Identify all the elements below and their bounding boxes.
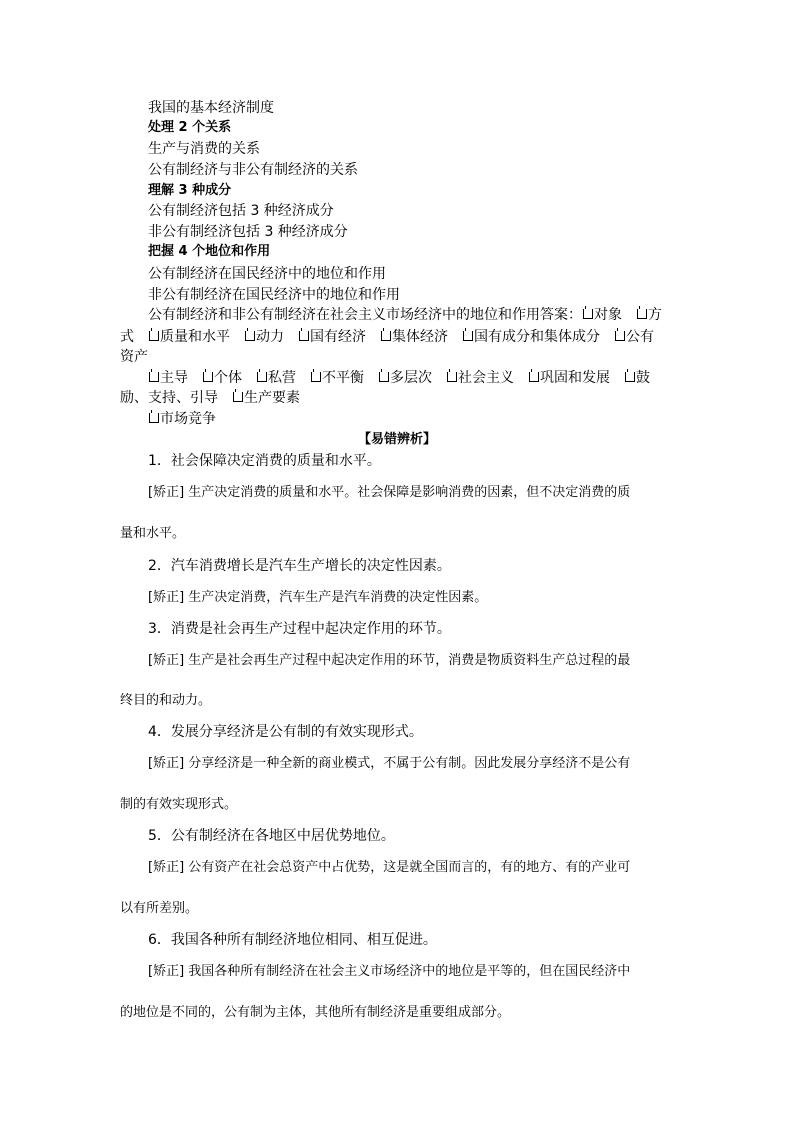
answer-item: 集体经济 bbox=[392, 329, 448, 345]
blank-marker-icon bbox=[299, 331, 309, 341]
question-4: 4．发展分享经济是公有制的有效实现形式。 bbox=[148, 724, 423, 740]
outline-line: 我国的基本经济制度 bbox=[148, 100, 274, 116]
outline-heading: 把握 4 个地位和作用 bbox=[148, 244, 271, 259]
blank-marker-icon bbox=[149, 413, 159, 423]
answer-item: 生产要素 bbox=[244, 390, 300, 406]
outline-heading: 理解 3 种成分 bbox=[148, 183, 232, 198]
correction-5: [矫正] 公有资产在社会总资产中占优势，这是就全国而言的，有的地方、有的产业可 bbox=[148, 860, 631, 875]
blank-marker-icon bbox=[529, 372, 539, 382]
correction-2: [矫正] 生产决定消费，汽车生产是汽车消费的决定性因素。 bbox=[148, 590, 488, 605]
blank-marker-icon bbox=[463, 331, 473, 341]
correction-5-cont: 以有所差别。 bbox=[120, 901, 199, 916]
answer-item: 资产 bbox=[120, 349, 148, 365]
answer-prefix: 公有制经济和非公有制经济在社会主义市场经济中的地位和作用答案： bbox=[148, 307, 582, 323]
blank-marker-icon bbox=[379, 372, 389, 382]
blank-marker-icon bbox=[311, 372, 321, 382]
blank-marker-icon bbox=[637, 309, 647, 319]
blank-marker-icon bbox=[233, 392, 243, 402]
answer-item: 公有 bbox=[626, 329, 654, 345]
question-1: 1．社会保障决定消费的质量和水平。 bbox=[148, 453, 381, 469]
answer-item: 对象 bbox=[594, 307, 622, 323]
outline-line: 生产与消费的关系 bbox=[148, 141, 260, 157]
answer-item: 个体 bbox=[214, 370, 242, 386]
answer-item: 巩固和发展 bbox=[540, 370, 610, 386]
answer-item: 鼓 bbox=[636, 370, 650, 386]
blank-marker-icon bbox=[257, 372, 267, 382]
answer-item: 国有经济 bbox=[310, 329, 366, 345]
blank-marker-icon bbox=[245, 331, 255, 341]
answer-item: 主导 bbox=[160, 370, 188, 386]
correction-3: [矫正] 生产是社会再生产过程中起决定作用的环节，消费是物质资料生产总过程的最 bbox=[148, 653, 631, 668]
answer-line-2 bbox=[120, 327, 654, 347]
answer-line-6 bbox=[148, 409, 216, 429]
answer-line-1 bbox=[148, 305, 662, 325]
question-5: 5．公有制经济在各地区中居优势地位。 bbox=[148, 828, 395, 844]
question-6: 6．我国各种所有制经济地位相同、相互促进。 bbox=[148, 932, 437, 948]
correction-1: [矫正] 生产决定消费的质量和水平。社会保障是影响消费的因素，但不决定消费的质 bbox=[148, 485, 631, 500]
correction-1-cont: 量和水平。 bbox=[120, 526, 186, 541]
answer-item: 动力 bbox=[256, 329, 284, 345]
answer-line-5 bbox=[120, 388, 300, 408]
question-3: 3．消费是社会再生产过程中起决定作用的环节。 bbox=[148, 621, 451, 637]
blank-marker-icon bbox=[381, 331, 391, 341]
correction-6: [矫正] 我国各种所有制经济在社会主义市场经济中的地位是平等的，但在国民经济中 bbox=[148, 964, 631, 979]
blank-marker-icon bbox=[583, 309, 593, 319]
answer-item: 不平衡 bbox=[322, 370, 364, 386]
blank-marker-icon bbox=[625, 372, 635, 382]
answer-item: 市场竞争 bbox=[160, 411, 216, 427]
outline-line: 非公有制经济包括 3 种经济成分 bbox=[148, 224, 348, 240]
answer-line-4 bbox=[148, 368, 650, 388]
answer-item: 质量和水平 bbox=[160, 329, 230, 345]
outline-line: 公有制经济与非公有制经济的关系 bbox=[148, 162, 358, 178]
answer-item: 社会主义 bbox=[458, 370, 514, 386]
answer-item: 励、支持、引导 bbox=[120, 390, 218, 406]
blank-marker-icon bbox=[447, 372, 457, 382]
outline-line: 非公有制经济在国民经济中的地位和作用 bbox=[148, 287, 400, 303]
outline-heading: 处理 2 个关系 bbox=[148, 120, 232, 135]
blank-marker-icon bbox=[615, 331, 625, 341]
answer-line-3 bbox=[120, 347, 148, 367]
section-title: 【易错辨析】 bbox=[357, 432, 436, 447]
blank-marker-icon bbox=[149, 372, 159, 382]
answer-item: 式 bbox=[120, 329, 134, 345]
correction-3-cont: 终目的和动力。 bbox=[120, 693, 212, 708]
correction-4: [矫正] 分享经济是一种全新的商业模式，不属于公有制。因此发展分享经济不是公有 bbox=[148, 756, 631, 771]
answer-item: 私营 bbox=[268, 370, 296, 386]
answer-item: 方 bbox=[648, 307, 662, 323]
blank-marker-icon bbox=[149, 331, 159, 341]
outline-line: 公有制经济在国民经济中的地位和作用 bbox=[148, 266, 386, 282]
blank-marker-icon bbox=[203, 372, 213, 382]
answer-item: 国有成分和集体成分 bbox=[474, 329, 600, 345]
correction-4-cont: 制的有效实现形式。 bbox=[120, 797, 238, 812]
outline-line: 公有制经济包括 3 种经济成分 bbox=[148, 203, 334, 219]
answer-item: 多层次 bbox=[390, 370, 432, 386]
question-2: 2．汽车消费增长是汽车生产增长的决定性因素。 bbox=[148, 558, 451, 574]
correction-6-cont: 的地位是不同的，公有制为主体，其他所有制经济是重要组成部分。 bbox=[120, 1005, 511, 1020]
